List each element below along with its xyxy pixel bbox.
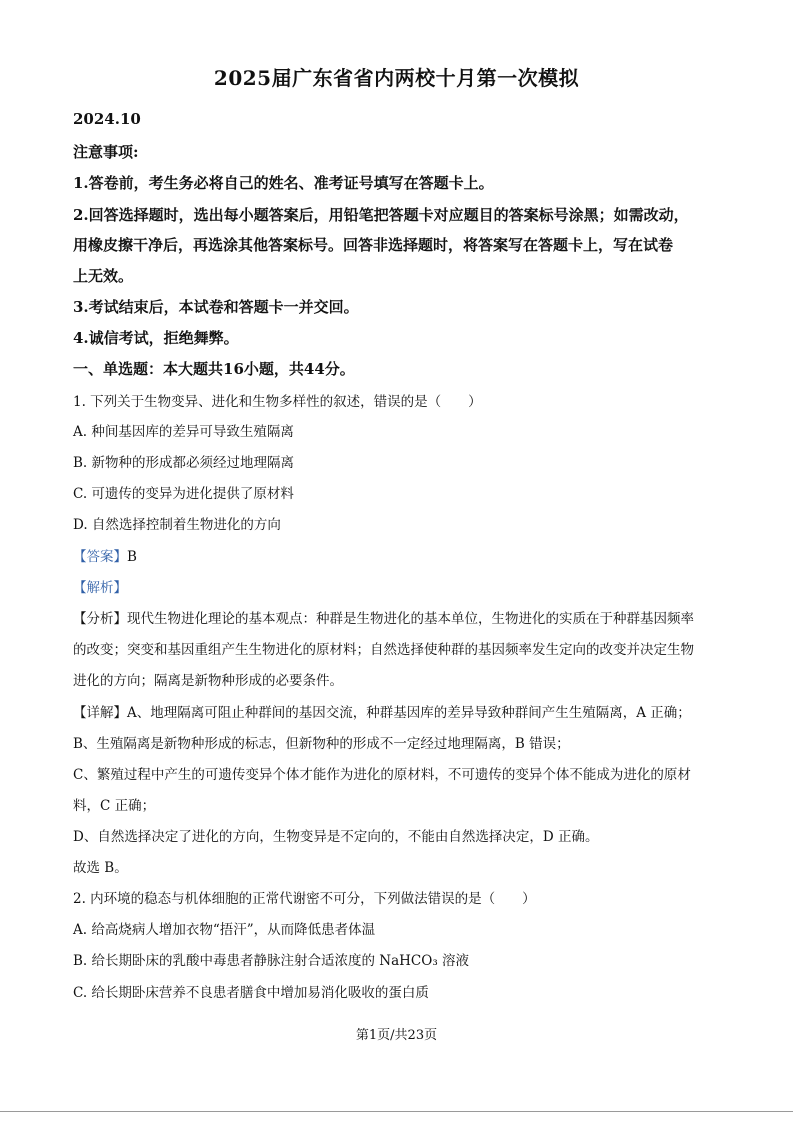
notice-heading: 注意事项: (73, 143, 139, 161)
question-option: A. 给高烧病人增加衣物“捂汗”，从而降低患者体温 (73, 922, 376, 938)
question-option: B. 给长期卧床的乳酸中毒患者静脉注射合适浓度的 NaHCO₃ 溶液 (73, 953, 470, 969)
exam-date: 2024.10 (73, 110, 141, 128)
question-option: B. 新物种的形成都必须经过地理隔离 (73, 455, 295, 471)
bottom-divider (0, 1111, 793, 1112)
answer-line (73, 545, 723, 565)
page-footer: 第1页/共23页 (355, 1028, 438, 1043)
analysis-line: 的改变；突变和基因重组产生生物进化的原材料；自然选择使种群的基因频率发生定向的改变并决定生物 (73, 642, 694, 658)
detail-line: B、生殖隔离是新物种形成的标志，但新物种的形成不一定经过地理隔离，B 错误； (73, 736, 570, 752)
analysis-line: 【分析】现代生物进化理论的基本观点：种群是生物进化的基本单位，生物进化的实质在于种群基因频率 (73, 611, 694, 627)
question-option: C. 可遗传的变异为进化提供了原材料 (73, 486, 294, 502)
notice-line: 2.回答选择题时，选出每小题答案后，用铅笔把答题卡对应题目的答案标号涂黑；如需改动， (73, 206, 689, 224)
notice-line: 用橡皮擦干净后，再选涂其他答案标号。回答非选择题时，将答案写在答题卡上，写在试卷 (73, 236, 674, 254)
question-stem: 2. 内环境的稳态与机体细胞的正常代谢密不可分，下列做法错误的是（ ） (73, 891, 536, 907)
analysis-line: 进化的方向；隔离是新物种形成的必要条件。 (73, 673, 343, 689)
question-option: C. 给长期卧床营养不良患者膳食中增加易消化吸收的蛋白质 (73, 985, 429, 1001)
question-option: D. 自然选择控制着生物进化的方向 (73, 517, 281, 533)
detail-line: C、繁殖过程中产生的可遗传变异个体才能作为进化的原材料，不可遗传的变异个体不能成为进化的原材 (73, 767, 691, 783)
detail-line: 【详解】A、地理隔离可阻止种群间的基因交流，种群基因库的差异导致种群间产生生殖隔离，A 正确； (73, 705, 691, 721)
question-option: A. 种间基因库的差异可导致生殖隔离 (73, 424, 294, 440)
detail-line: 料，C 正确； (73, 798, 156, 814)
notice-line: 上无效。 (73, 267, 134, 285)
notice-line: 1.答卷前，考生务必将自己的姓名、准考证号填写在答题卡上。 (73, 174, 494, 192)
section-heading: 一、单选题：本大题共16小题，共44分。 (73, 360, 355, 378)
analysis-label: 【解析】 (73, 580, 127, 596)
answer-label: 【答案】 (73, 549, 127, 565)
answer-value: B (127, 549, 137, 565)
notice-line: 3.考试结束后，本试卷和答题卡一并交回。 (73, 298, 359, 316)
detail-line: 故选 B。 (73, 860, 128, 876)
detail-line: D、自然选择决定了进化的方向，生物变异是不定向的，不能由自然选择决定，D 正确。 (73, 829, 599, 845)
document-title: 2025届广东省省内两校十月第一次模拟 (213, 66, 580, 90)
question-stem: 1. 下列关于生物变异、进化和生物多样性的叙述，错误的是（ ） (73, 394, 482, 410)
notice-line: 4.诚信考试，拒绝舞弊。 (73, 329, 239, 347)
